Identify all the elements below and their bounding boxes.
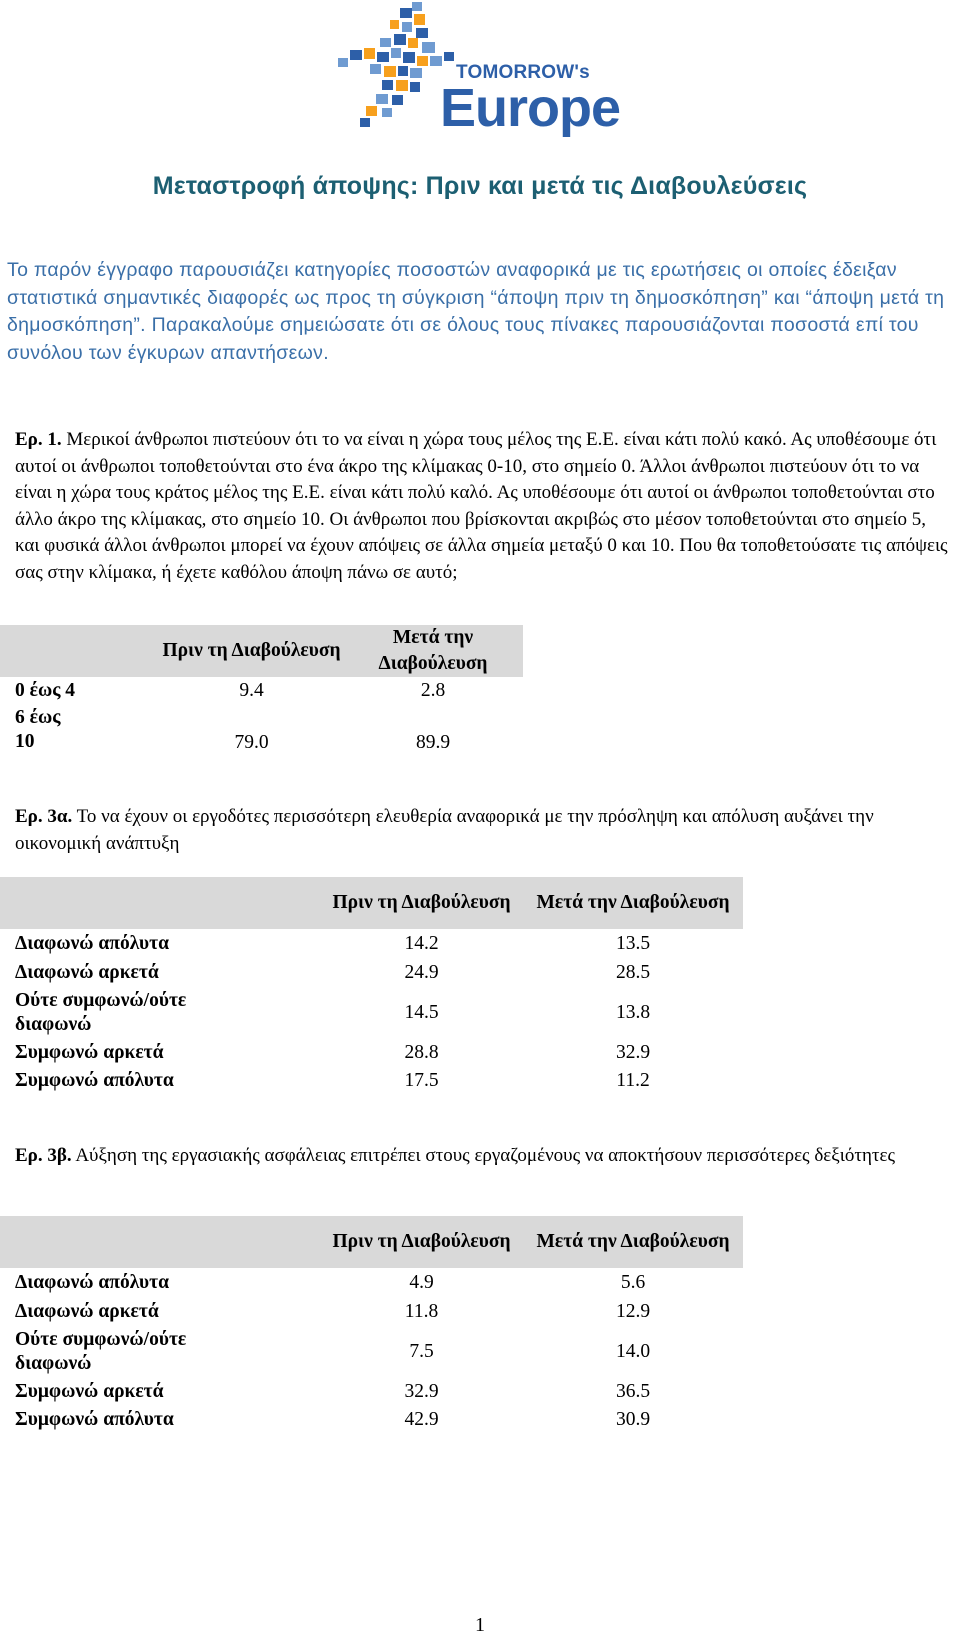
question-1: [15, 427, 955, 586]
question-3a: [15, 804, 955, 857]
question-3b-number: Ερ. 3β.: [15, 1145, 72, 1166]
value-before: 28.8: [404, 1042, 439, 1063]
table-row: [0, 1378, 743, 1406]
row-label: 6 έως 10: [15, 707, 61, 752]
table-header-blank: [0, 1216, 320, 1268]
column-header-after: Μετά την Διαβούλευση: [343, 625, 523, 677]
value-after: 5.6: [620, 1272, 646, 1293]
row-label: Ούτε συμφωνώ/ούτε διαφωνώ: [15, 1329, 187, 1374]
value-after: 28.5: [615, 962, 651, 983]
question-1-text: Μερικοί άνθρωποι πιστεύουν ότι το να είναι η χώρα τους μέλος της Ε.Ε. είναι κάτι πολύ κακό. Ας υποθέσουμε ότι αυτοί οι άνθρωποι τοποθετούνται στο ένα άκρο της κλίμακας 0-10, στο σημείο 0. Άλλοι άνθρωποι πιστεύουν ότι το να είναι η χώρα τους κράτος μέλος της Ε.Ε. είναι κάτι πολύ καλό. Ας υποθέσουμε ότι αυτοί οι άνθρωποι τοποθετούνται στο άλλο άκρο της κλίμακας, στο σημείο 10. Οι άνθρωποι που βρίσκονται ακριβώς στο μέσον τοποθετούνται στο σημείο 5, και φυσικά άλλοι άνθρωποι μπορεί να έχουν απόψεις σε άλλα σημεία μεταξύ 0 και 10. Που θα τοποθετούσατε τις απόψεις σας στην κλίμακα, ή έχετε καθόλου άποψη πάνω σε αυτό;: [15, 429, 948, 583]
table-question-1: [0, 625, 523, 756]
question-3b-text: Αύξηση της εργασιακής ασφάλειας επιτρέπει στους εργαζομένους να αποκτήσουν περισσότερες δεξιότητες: [75, 1145, 896, 1166]
value-before: 79.0: [234, 732, 269, 753]
value-after: 32.9: [615, 1042, 651, 1063]
table-row: [0, 987, 743, 1039]
table-row: [0, 1067, 743, 1095]
row-label: Συμφωνώ αρκετά: [15, 1381, 164, 1402]
logo-text-tomorrows: TOMORROW's: [456, 62, 590, 83]
table-row: [0, 959, 743, 987]
page-title: Μεταστροφή άποψης: Πριν και μετά τις Διαβουλεύσεις: [152, 172, 808, 200]
table-header-blank: [0, 877, 320, 929]
table-row: [0, 929, 743, 959]
value-before: 4.9: [409, 1272, 434, 1293]
value-after: 12.9: [615, 1301, 651, 1322]
value-after: 89.9: [415, 732, 451, 753]
column-header-before: Πριν τη Διαβούλευση: [320, 1216, 523, 1268]
table-question-3b: [0, 1216, 743, 1434]
column-header-before: Πριν τη Διαβούλευση: [160, 625, 343, 677]
value-before: 14.2: [404, 933, 439, 954]
value-after: 2.8: [420, 679, 446, 701]
table-row: [0, 1326, 743, 1378]
value-before: 42.9: [404, 1409, 439, 1430]
value-before: 7.5: [409, 1341, 434, 1362]
value-before: 14.5: [404, 1002, 439, 1023]
value-before: 17.5: [404, 1070, 439, 1091]
value-after: 36.5: [615, 1381, 651, 1402]
table-header-blank: [0, 625, 160, 677]
table-row: [0, 1406, 743, 1434]
star-mosaic-icon: [338, 2, 454, 127]
value-before: 9.4: [239, 679, 264, 701]
row-label: Διαφωνώ αρκετά: [15, 1301, 159, 1322]
row-label: Συμφωνώ απόλυτα: [15, 1409, 174, 1430]
question-3a-number: Ερ. 3α.: [15, 806, 73, 827]
value-before: 32.9: [404, 1381, 439, 1402]
value-after: 11.2: [616, 1070, 650, 1091]
row-label: Ούτε συμφωνώ/ούτε διαφωνώ: [15, 990, 187, 1035]
column-header-after: Μετά την Διαβούλευση: [523, 1216, 743, 1268]
row-label: Συμφωνώ απόλυτα: [15, 1070, 174, 1091]
table-row: [0, 677, 523, 704]
logo-text-europe: Europe: [440, 78, 621, 138]
row-label: Διαφωνώ αρκετά: [15, 962, 159, 983]
column-header-after: Μετά την Διαβούλευση: [523, 877, 743, 929]
row-label: Διαφωνώ απόλυτα: [15, 1272, 170, 1293]
table-row: [0, 1268, 743, 1298]
value-before: 11.8: [404, 1301, 439, 1322]
value-after: 14.0: [615, 1341, 651, 1362]
intro-paragraph: Το παρόν έγγραφο παρουσιάζει κατηγορίες ποσοστών αναφορικά με τις ερωτήσεις οι οποίες έδειξαν στατιστικά σημαντικές διαφορές ως προς τη σύγκριση “άποψη πριν τη δημοσκόπηση” και “άποψη μετά τη δημοσκόπηση”. Παρακαλούμε σημειώσατε ότι σε όλους τους πίνακες παρουσιάζονται ποσοστά επί του συνόλου των έγκυρων απαντήσεων.: [7, 259, 945, 364]
question-3b: [15, 1143, 955, 1170]
page-number: 1: [475, 1614, 485, 1636]
column-header-before: Πριν τη Διαβούλευση: [320, 877, 523, 929]
table-row: [0, 1039, 743, 1067]
value-after: 13.8: [615, 1002, 651, 1023]
value-before: 24.9: [404, 962, 439, 983]
row-label: Διαφωνώ απόλυτα: [15, 933, 170, 954]
table-row: [0, 1298, 743, 1326]
value-after: 13.5: [615, 933, 651, 954]
table-question-3a: [0, 877, 743, 1095]
value-after: 30.9: [615, 1409, 651, 1430]
question-3a-text: Το να έχουν οι εργοδότες περισσότερη ελευθερία αναφορικά με την πρόσληψη και απόλυση αυξάνει την οικονομική ανάπτυξη: [15, 806, 874, 854]
table-row: [0, 704, 523, 756]
question-1-number: Ερ. 1.: [15, 429, 62, 450]
row-label: Συμφωνώ αρκετά: [15, 1042, 164, 1063]
row-label: 0 έως 4: [15, 679, 76, 701]
